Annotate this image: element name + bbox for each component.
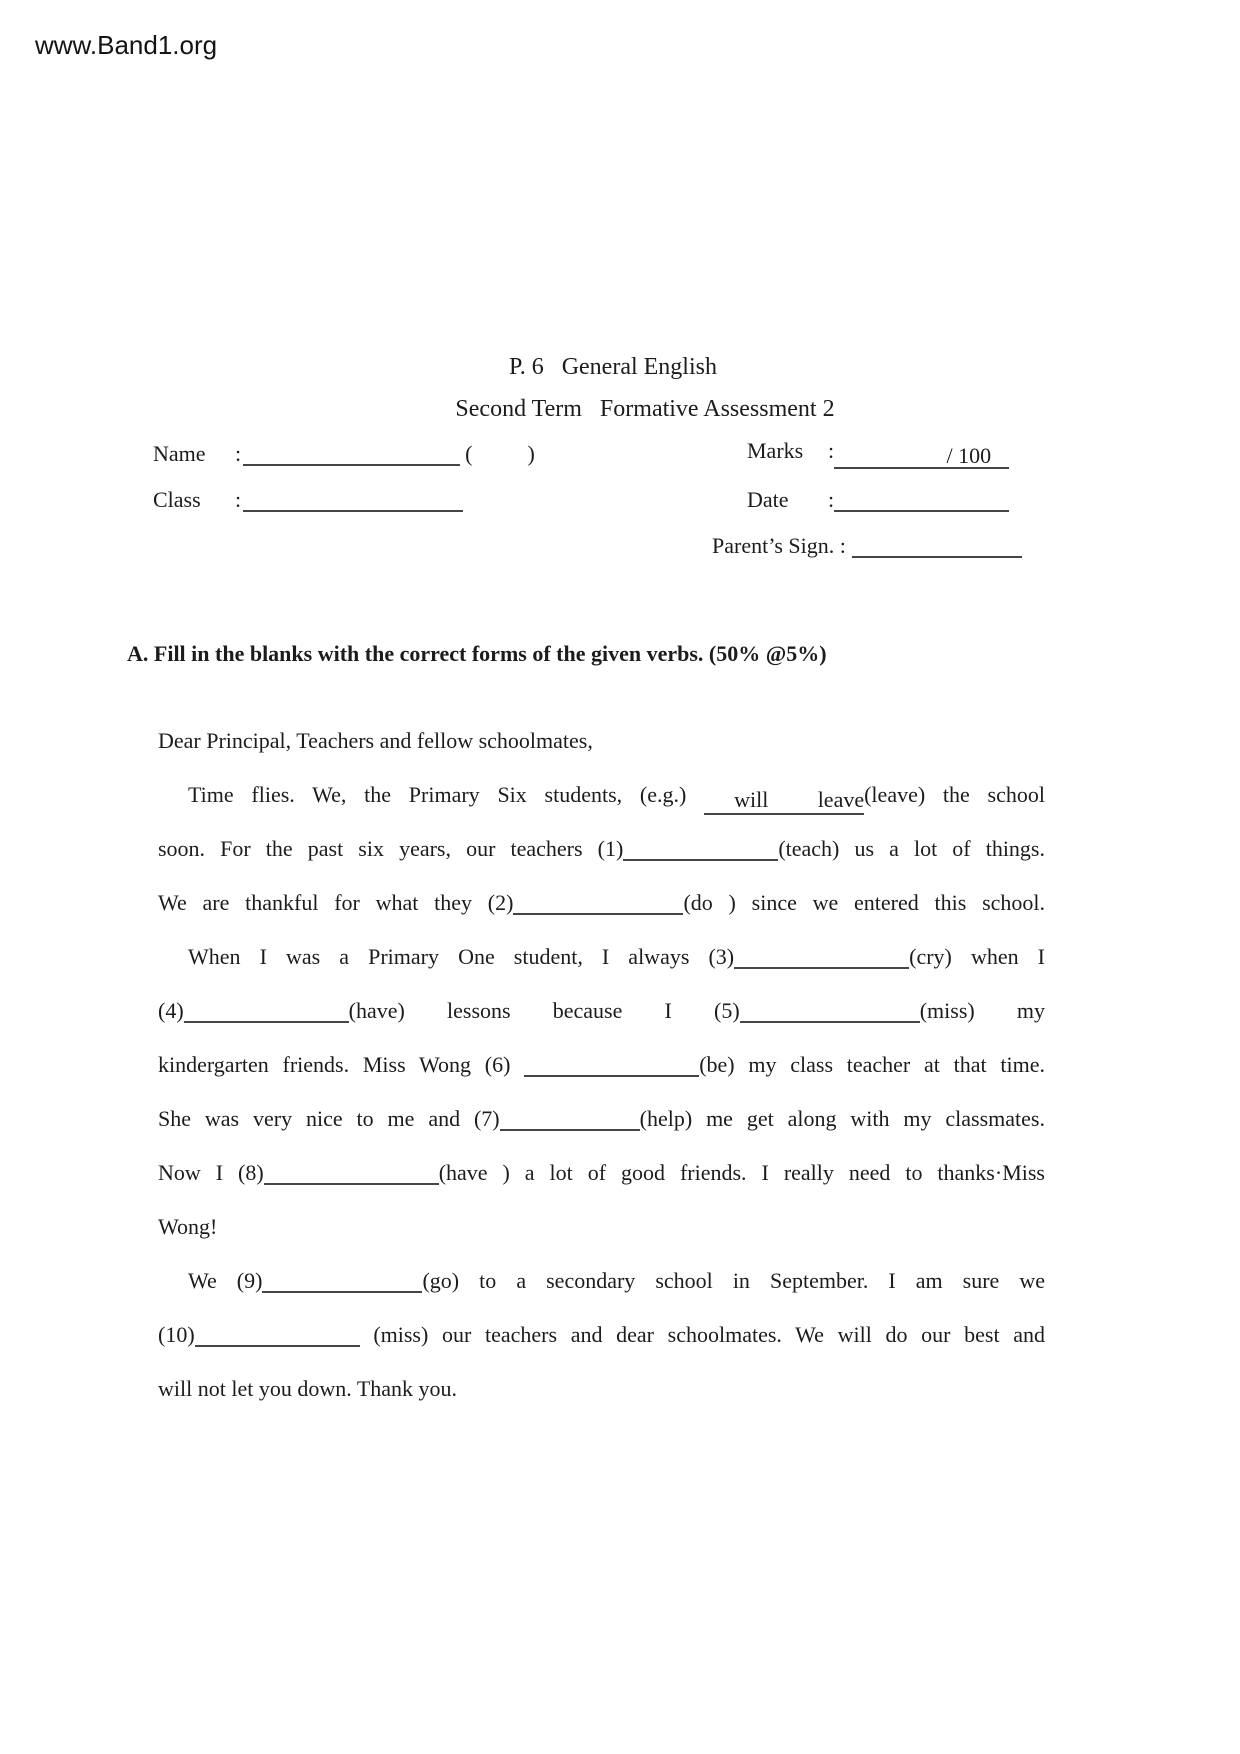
letter-line <box>158 1092 1045 1146</box>
fill-in-blank-eg[interactable]: will leave <box>704 787 864 815</box>
open-paren: ( <box>465 441 473 466</box>
close-paren: ) <box>527 441 535 466</box>
letter-text: kindergarten friends. Miss Wong (6) <box>158 1052 525 1077</box>
marks-row <box>747 438 1009 469</box>
letter-text: (10) <box>158 1322 195 1347</box>
site-watermark: www.Band1.org <box>35 30 218 60</box>
letter-line <box>158 822 1045 876</box>
parent-sign-row <box>712 530 1022 559</box>
letter-text: Now I (8) <box>158 1160 264 1185</box>
letter-text: soon. For the past six years, our teachers (1) <box>158 836 624 861</box>
colon: : <box>235 487 242 512</box>
letter-text: Wong! <box>158 1214 218 1239</box>
marks-field[interactable] <box>834 443 1009 469</box>
fill-in-blank-6[interactable] <box>524 1049 699 1077</box>
fill-in-blank-7[interactable] <box>500 1103 640 1131</box>
letter-text: We (9) <box>188 1268 263 1293</box>
letter-text: (be) my class teacher at that time. <box>699 1052 1045 1077</box>
class-label: Class <box>153 487 201 512</box>
fill-in-blank-9[interactable] <box>262 1265 422 1293</box>
fill-in-blank-1[interactable] <box>623 833 778 861</box>
letter-text: will not let you down. Thank you. <box>158 1376 458 1401</box>
name-field[interactable] <box>243 438 460 466</box>
fill-in-blank-3[interactable] <box>734 941 909 969</box>
fill-in-blank-8[interactable] <box>264 1157 439 1185</box>
parent-sign-field[interactable] <box>852 530 1022 558</box>
letter-text: (4) <box>158 998 184 1023</box>
letter-text: (miss) our teachers and dear schoolmates. We will do our best and <box>359 1322 1045 1347</box>
marks-total: / 100 <box>946 443 992 468</box>
letter-line <box>158 876 1045 930</box>
letter-text: (leave) the school <box>864 782 1045 807</box>
name-row <box>153 438 535 467</box>
letter-text: (cry) when I <box>909 944 1045 969</box>
letter-line <box>158 930 1045 984</box>
colon: : <box>235 441 242 466</box>
colon: : <box>828 487 835 512</box>
date-label: Date <box>747 487 789 512</box>
class-field[interactable] <box>243 484 463 512</box>
letter-text: (help) me get along with my classmates. <box>639 1106 1045 1131</box>
letter-text: (do ) since we entered this school. <box>683 890 1046 915</box>
letter-body <box>158 714 1045 1416</box>
date-row <box>747 484 1009 513</box>
letter-text: (miss) my <box>919 998 1045 1023</box>
letter-line <box>158 1200 1045 1254</box>
letter-text: Time flies. We, the Primary Six students, (e.g.) <box>188 782 705 807</box>
fill-in-blank-5[interactable] <box>740 995 920 1023</box>
section-a-heading: A. Fill in the blanks with the correct forms of the given verbs. (50% @5%) <box>127 641 827 666</box>
colon: : <box>828 438 835 463</box>
letter-line <box>158 1254 1045 1308</box>
paper-title: P. 6 General English <box>509 354 717 380</box>
letter-text: When I was a Primary One student, I always (3) <box>188 944 735 969</box>
date-field[interactable] <box>834 484 1009 512</box>
marks-label: Marks <box>747 438 804 463</box>
class-row <box>153 484 463 513</box>
letter-text: Dear Principal, Teachers and fellow schoolmates, <box>158 728 593 753</box>
fill-in-blank-2[interactable] <box>513 887 683 915</box>
letter-salutation <box>158 714 1045 768</box>
letter-text: (go) to a secondary school in September. I am sure we <box>422 1268 1046 1293</box>
letter-line <box>158 1146 1045 1200</box>
paper-subtitle: Second Term Formative Assessment 2 <box>455 396 835 422</box>
letter-line <box>158 984 1045 1038</box>
letter-line <box>158 768 1045 822</box>
letter-line <box>158 1038 1045 1092</box>
letter-line <box>158 1362 1045 1416</box>
letter-text: (teach) us a lot of things. <box>778 836 1045 861</box>
letter-line <box>158 1308 1045 1362</box>
letter-text: We are thankful for what they (2) <box>158 890 514 915</box>
letter-text: (have) lessons because I (5) <box>348 998 740 1023</box>
letter-text: She was very nice to me and (7) <box>158 1106 500 1131</box>
name-label: Name <box>153 441 206 466</box>
letter-text: (have ) a lot of good friends. I really need to thanks·Miss <box>438 1160 1045 1185</box>
fill-in-blank-4[interactable] <box>184 995 349 1023</box>
parent-sign-label: Parent’s Sign. : <box>712 533 846 558</box>
fill-in-blank-10[interactable] <box>195 1319 360 1347</box>
